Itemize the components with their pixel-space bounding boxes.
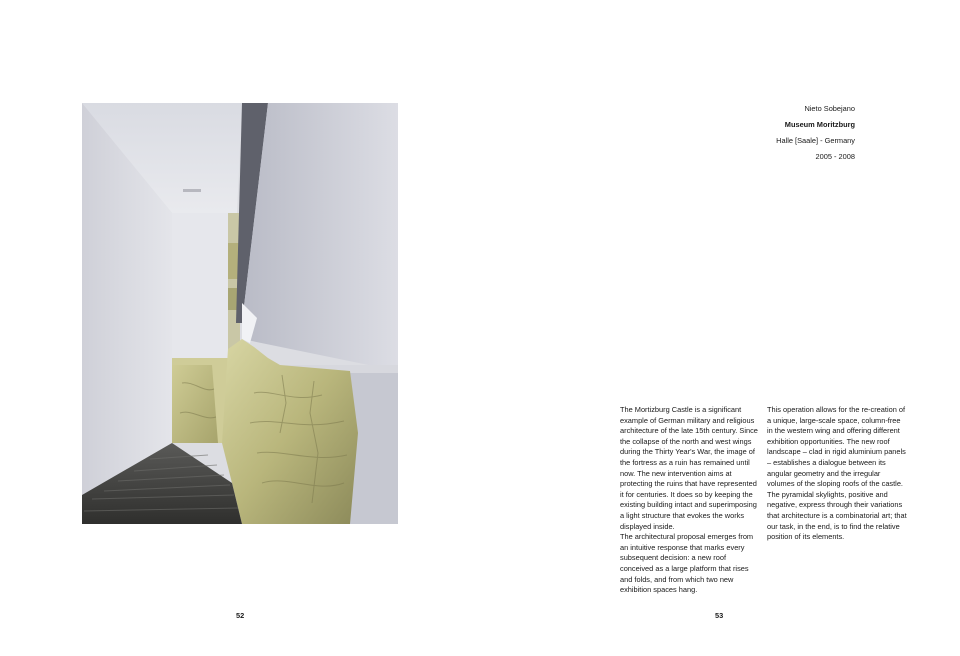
body-column-left — [620, 405, 760, 596]
body-paragraph: The architectural proposal emerges from an intuitive response that marks every subsequent decision: a new roof conceived as a large platform that rises and folds, and from which two new exhibition spaces hang. — [620, 532, 754, 595]
page-number-left: 52 — [236, 611, 245, 620]
project-credits — [776, 101, 855, 165]
architecture-photo — [82, 103, 398, 524]
photo-illustration — [82, 103, 398, 524]
project-location: Halle [Saale] - Germany — [776, 136, 855, 145]
project-title: Museum Moritzburg — [784, 120, 855, 129]
page-number-right: 53 — [715, 611, 724, 620]
architect-name: Nieto Sobejano — [804, 104, 855, 113]
body-paragraph: This operation allows for the re-creation of a unique, large-scale space, column-free in the western wing and offering different exhibition opportunities. The new roof landscape – clad in rigid aluminium panels – establishes a dialogue between its angular geometry and the irregular volumes of the sloping roofs of the castle. The pyramidal skylights, positive and negative, express through their variations that architecture is a combinatorial art; that our task, in the end, is to find the relative position of its elements. — [767, 405, 907, 542]
project-years: 2005 - 2008 — [815, 152, 855, 161]
body-column-right — [767, 405, 907, 543]
body-paragraph: The Mortizburg Castle is a significant example of German military and religious architecture of the late 15th century. Since the collapse of the north and west wings during the Thirty Year's War, the image of the fortress as a ruin has remained until now. The new intervention aims at protecting the ruins that have represented it for centuries. It does so by keeping the existing building intact and superimposing a light structure that evokes the works displayed inside. — [620, 405, 758, 531]
